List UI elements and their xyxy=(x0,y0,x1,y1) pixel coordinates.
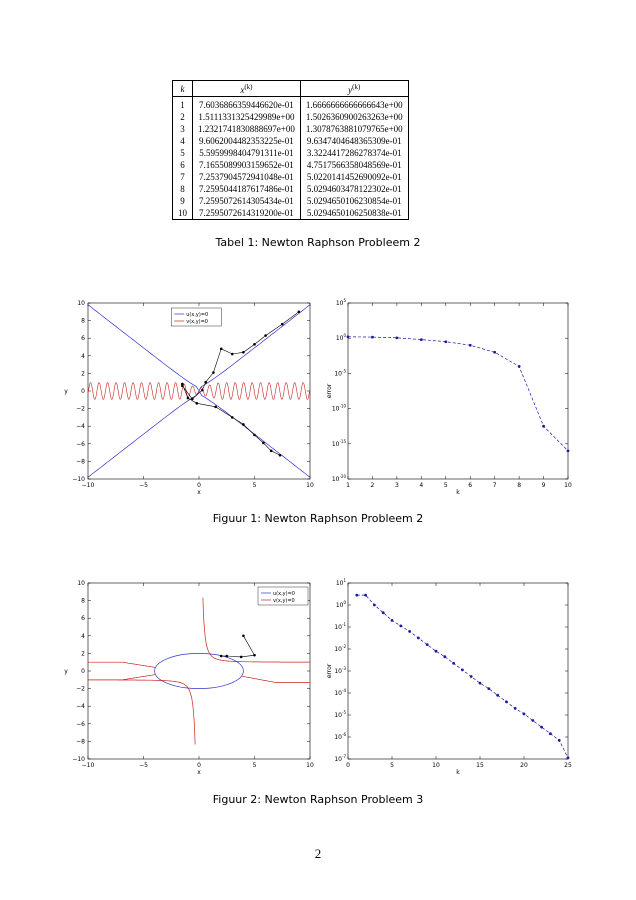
x-tick-label: −5 xyxy=(139,482,148,489)
iterate-point xyxy=(220,655,223,658)
error-point xyxy=(399,625,402,628)
table-cell-x: 9.6062004482353225e-01 xyxy=(193,135,301,147)
error-point xyxy=(426,643,429,646)
y-tick-label: $10^{-7}$ xyxy=(334,754,346,763)
table-cell-x: 7.2595072614319200e-01 xyxy=(193,207,301,220)
y-tick-label: $10^5$ xyxy=(335,298,346,307)
y-axis-label: y xyxy=(64,668,68,675)
error-point xyxy=(408,630,411,633)
x-tick-label: 6 xyxy=(468,482,473,489)
y-tick-label: $10^{-5}$ xyxy=(334,710,346,719)
y-tick-label: $10^1$ xyxy=(335,578,346,587)
iterate-point xyxy=(253,343,256,346)
iterate-point xyxy=(201,389,204,392)
error-point xyxy=(514,707,517,710)
table-row xyxy=(173,135,409,147)
error-point xyxy=(373,604,376,607)
table-cell-y: 5.0220141452690092e-01 xyxy=(300,171,408,183)
y-tick-label: −2 xyxy=(76,685,85,693)
y-tick-label: 0 xyxy=(81,388,85,395)
iterate-point xyxy=(270,450,273,453)
iterate-point xyxy=(187,397,190,400)
y-tick-label: $10^{-4}$ xyxy=(334,688,346,697)
y-axis-label: error xyxy=(326,383,333,399)
x-tick-label: 0 xyxy=(197,762,201,769)
x-tick-label: −10 xyxy=(81,762,95,769)
x-tick-label: 10 xyxy=(306,482,314,489)
table-cell-y: 5.0294650106230854e-01 xyxy=(300,195,408,207)
y-tick-label: −8 xyxy=(76,458,85,466)
error-point xyxy=(420,338,423,341)
x-tick-label: 4 xyxy=(419,482,424,489)
error-point xyxy=(479,682,482,685)
y-tick-label: −10 xyxy=(72,476,85,483)
error-point xyxy=(493,351,496,354)
table-cell-x: 7.1655089903159652e-01 xyxy=(193,159,301,171)
y-tick-label: $10^0$ xyxy=(335,600,346,609)
y-tick-label: −4 xyxy=(76,423,85,431)
iterate-point xyxy=(231,416,234,419)
x-axis-label: x xyxy=(197,769,201,776)
u-curve-ellipse xyxy=(155,653,244,688)
y-tick-label: 6 xyxy=(81,615,85,623)
table-cell-y: 4.7517566358048569e-01 xyxy=(300,159,408,171)
x-tick-label: 5 xyxy=(443,482,448,489)
iterate-point xyxy=(253,434,256,437)
y-tick-label: 4 xyxy=(81,632,85,640)
y-tick-label: 0 xyxy=(81,668,85,675)
table-cell-k: 10 xyxy=(173,207,193,220)
header-y: $y^{(k)}$ xyxy=(300,81,408,97)
table-row xyxy=(173,159,409,171)
table-row xyxy=(173,111,409,123)
iterate-point xyxy=(281,323,284,326)
iterate-point xyxy=(214,406,217,409)
y-tick-label: −8 xyxy=(76,738,85,746)
axes-frame xyxy=(348,303,568,479)
table-cell-y: 1.3078763881079765e+00 xyxy=(300,123,408,135)
fig1-left-plot xyxy=(58,295,320,500)
fig1-right-plot xyxy=(322,295,577,500)
figure2-caption: Figuur 2: Newton Raphson Probleem 3 xyxy=(212,793,424,806)
x-axis-label: x xyxy=(197,489,201,496)
table-header-row xyxy=(173,81,409,97)
table-cell-k: 4 xyxy=(173,135,193,147)
x-tick-label: 5 xyxy=(252,482,257,489)
error-point xyxy=(487,687,490,690)
iterate-point xyxy=(242,423,245,426)
table-cell-y: 1.5026360900263263e+00 xyxy=(300,111,408,123)
x-tick-label: 10 xyxy=(432,762,440,769)
error-point xyxy=(364,594,367,597)
iterate-point xyxy=(231,353,234,356)
error-point xyxy=(496,694,499,697)
y-tick-label: 10 xyxy=(77,300,85,307)
table-cell-x: 5.5959998404791311e-01 xyxy=(193,147,301,159)
table-cell-k: 3 xyxy=(173,123,193,135)
results-table xyxy=(172,80,409,220)
table-row xyxy=(173,171,409,183)
iterate-point xyxy=(279,454,282,457)
y-axis-label: error xyxy=(326,663,333,679)
x-axis-label: k xyxy=(456,769,460,776)
error-point xyxy=(371,336,374,339)
table-cell-y: 9.6347404648365309e-01 xyxy=(300,135,408,147)
table-cell-k: 2 xyxy=(173,111,193,123)
x-tick-label: 20 xyxy=(520,762,528,769)
x-tick-label: 9 xyxy=(541,482,546,489)
x-tick-label: −10 xyxy=(81,482,95,489)
table-row xyxy=(173,183,409,195)
table-cell-y: 5.0294603478122302e-01 xyxy=(300,183,408,195)
error-point xyxy=(505,700,508,703)
error-point xyxy=(395,336,398,339)
table-cell-x: 1.5111331325429989e+00 xyxy=(193,111,301,123)
table-row xyxy=(173,97,409,112)
y-tick-label: $10^{-20}$ xyxy=(331,474,346,483)
y-tick-label: 8 xyxy=(81,597,85,605)
iterate-point xyxy=(204,381,207,384)
x-tick-label: 5 xyxy=(252,762,257,769)
x-tick-label: 8 xyxy=(517,482,522,489)
error-point xyxy=(443,655,446,658)
y-tick-label: 8 xyxy=(81,317,85,325)
table-row xyxy=(173,195,409,207)
table-cell-y: 1.6666666666666643e+00 xyxy=(300,97,408,112)
v-curve-line xyxy=(242,676,310,682)
y-tick-label: −6 xyxy=(76,440,85,448)
figure1-caption: Figuur 1: Newton Raphson Probleem 2 xyxy=(212,512,424,525)
y-tick-label: 2 xyxy=(81,370,85,378)
table-cell-k: 5 xyxy=(173,147,193,159)
x-tick-label: 0 xyxy=(197,482,201,489)
table-cell-k: 8 xyxy=(173,183,193,195)
x-tick-label: −5 xyxy=(139,762,148,769)
x-tick-label: 5 xyxy=(390,762,394,769)
table-cell-x: 7.2595072614305434e-01 xyxy=(193,195,301,207)
y-tick-label: 10 xyxy=(77,580,85,587)
error-point xyxy=(470,675,473,678)
x-tick-label: 0 xyxy=(346,762,350,769)
error-point xyxy=(435,650,438,653)
table-cell-y: 5.0294650106250838e-01 xyxy=(300,207,408,220)
x-tick-label: 3 xyxy=(394,482,399,489)
iterate-point xyxy=(220,347,223,350)
table-cell-x: 7.2537904572941048e-01 xyxy=(193,171,301,183)
table-caption: Tabel 1: Newton Raphson Probleem 2 xyxy=(215,236,421,249)
iterate-point xyxy=(242,635,245,638)
y-tick-label: $10^{-5}$ xyxy=(334,368,346,378)
legend-label-v: v(x,y)=0 xyxy=(186,319,208,325)
page-number: 2 xyxy=(314,846,322,861)
x-tick-label: 1 xyxy=(346,482,350,489)
y-tick-label: −2 xyxy=(76,405,85,413)
y-tick-label: $10^{-15}$ xyxy=(331,438,346,448)
x-tick-label: 10 xyxy=(564,482,572,489)
v-curve-line xyxy=(88,662,155,667)
table-cell-x: 7.6036866359446620e-01 xyxy=(193,97,301,112)
header-k: k xyxy=(173,81,193,97)
table-cell-x: 1.2321741830888697e+00 xyxy=(193,123,301,135)
v-curve-line xyxy=(88,680,195,745)
table-row xyxy=(173,207,409,220)
legend-label-v: v(x,y)=0 xyxy=(273,598,295,604)
x-tick-label: 7 xyxy=(492,482,497,489)
x-axis-label: k xyxy=(456,489,460,496)
y-tick-label: 4 xyxy=(81,352,85,360)
y-tick-label: −6 xyxy=(76,720,85,728)
fig2-right-plot xyxy=(322,575,577,780)
error-point xyxy=(567,449,570,452)
table-cell-k: 7 xyxy=(173,171,193,183)
table-cell-k: 1 xyxy=(173,97,193,112)
error-point xyxy=(355,594,358,597)
iterate-point xyxy=(212,371,215,374)
error-point xyxy=(523,713,526,716)
iterate-point xyxy=(181,383,184,386)
x-tick-label: 2 xyxy=(370,482,375,489)
y-tick-label: −10 xyxy=(72,756,85,763)
error-point xyxy=(549,732,552,735)
y-tick-label: 6 xyxy=(81,335,85,343)
error-point xyxy=(452,662,455,665)
iterate-point xyxy=(240,656,243,659)
error-line xyxy=(348,337,568,451)
table-cell-k: 9 xyxy=(173,195,193,207)
table-cell-y: 3.3224417286278374e-01 xyxy=(300,147,408,159)
v-curve-line xyxy=(88,383,310,400)
error-point xyxy=(461,669,464,672)
error-point xyxy=(531,719,534,722)
v-curve-line xyxy=(88,675,155,680)
fig2-left-plot xyxy=(58,575,320,780)
error-point xyxy=(417,637,420,640)
y-tick-label: 2 xyxy=(81,650,85,658)
x-tick-label: 15 xyxy=(476,762,484,769)
iterate-point xyxy=(253,654,256,657)
table-cell-x: 7.2595044187617486e-01 xyxy=(193,183,301,195)
error-point xyxy=(347,335,350,338)
axes-frame xyxy=(88,583,310,759)
y-axis-label: y xyxy=(64,388,68,395)
iterate-point xyxy=(225,655,228,658)
iterate-point xyxy=(242,351,245,354)
error-point xyxy=(382,611,385,614)
iterate-point xyxy=(195,402,198,405)
y-tick-label: $10^{-3}$ xyxy=(334,666,346,675)
iterate-point xyxy=(262,442,265,445)
x-tick-label: 10 xyxy=(306,762,314,769)
error-point xyxy=(542,425,545,428)
y-tick-label: $10^0$ xyxy=(335,333,346,343)
error-point xyxy=(444,340,447,343)
y-tick-label: $10^{-1}$ xyxy=(334,622,346,631)
error-point xyxy=(567,757,570,760)
table-row xyxy=(173,123,409,135)
y-tick-label: $10^{-2}$ xyxy=(334,644,346,653)
error-point xyxy=(469,344,472,347)
y-tick-label: $10^{-10}$ xyxy=(331,403,346,413)
error-point xyxy=(540,726,543,729)
iterate-point xyxy=(264,334,267,337)
v-curve-line xyxy=(203,598,310,663)
error-point xyxy=(518,365,521,368)
y-tick-label: $10^{-6}$ xyxy=(334,732,346,741)
legend-label-u: u(x,y)=0 xyxy=(186,312,209,318)
x-tick-label: 25 xyxy=(564,762,572,769)
error-point xyxy=(391,619,394,622)
y-tick-label: −4 xyxy=(76,703,85,711)
table-row xyxy=(173,147,409,159)
axes-frame xyxy=(348,583,568,759)
table-cell-k: 6 xyxy=(173,159,193,171)
error-point xyxy=(558,739,561,742)
header-x: $x^{(k)}$ xyxy=(193,81,301,97)
iterate-point xyxy=(298,311,301,314)
legend-label-u: u(x,y)=0 xyxy=(273,591,295,597)
error-line xyxy=(357,595,568,758)
iterate-path xyxy=(221,636,254,657)
